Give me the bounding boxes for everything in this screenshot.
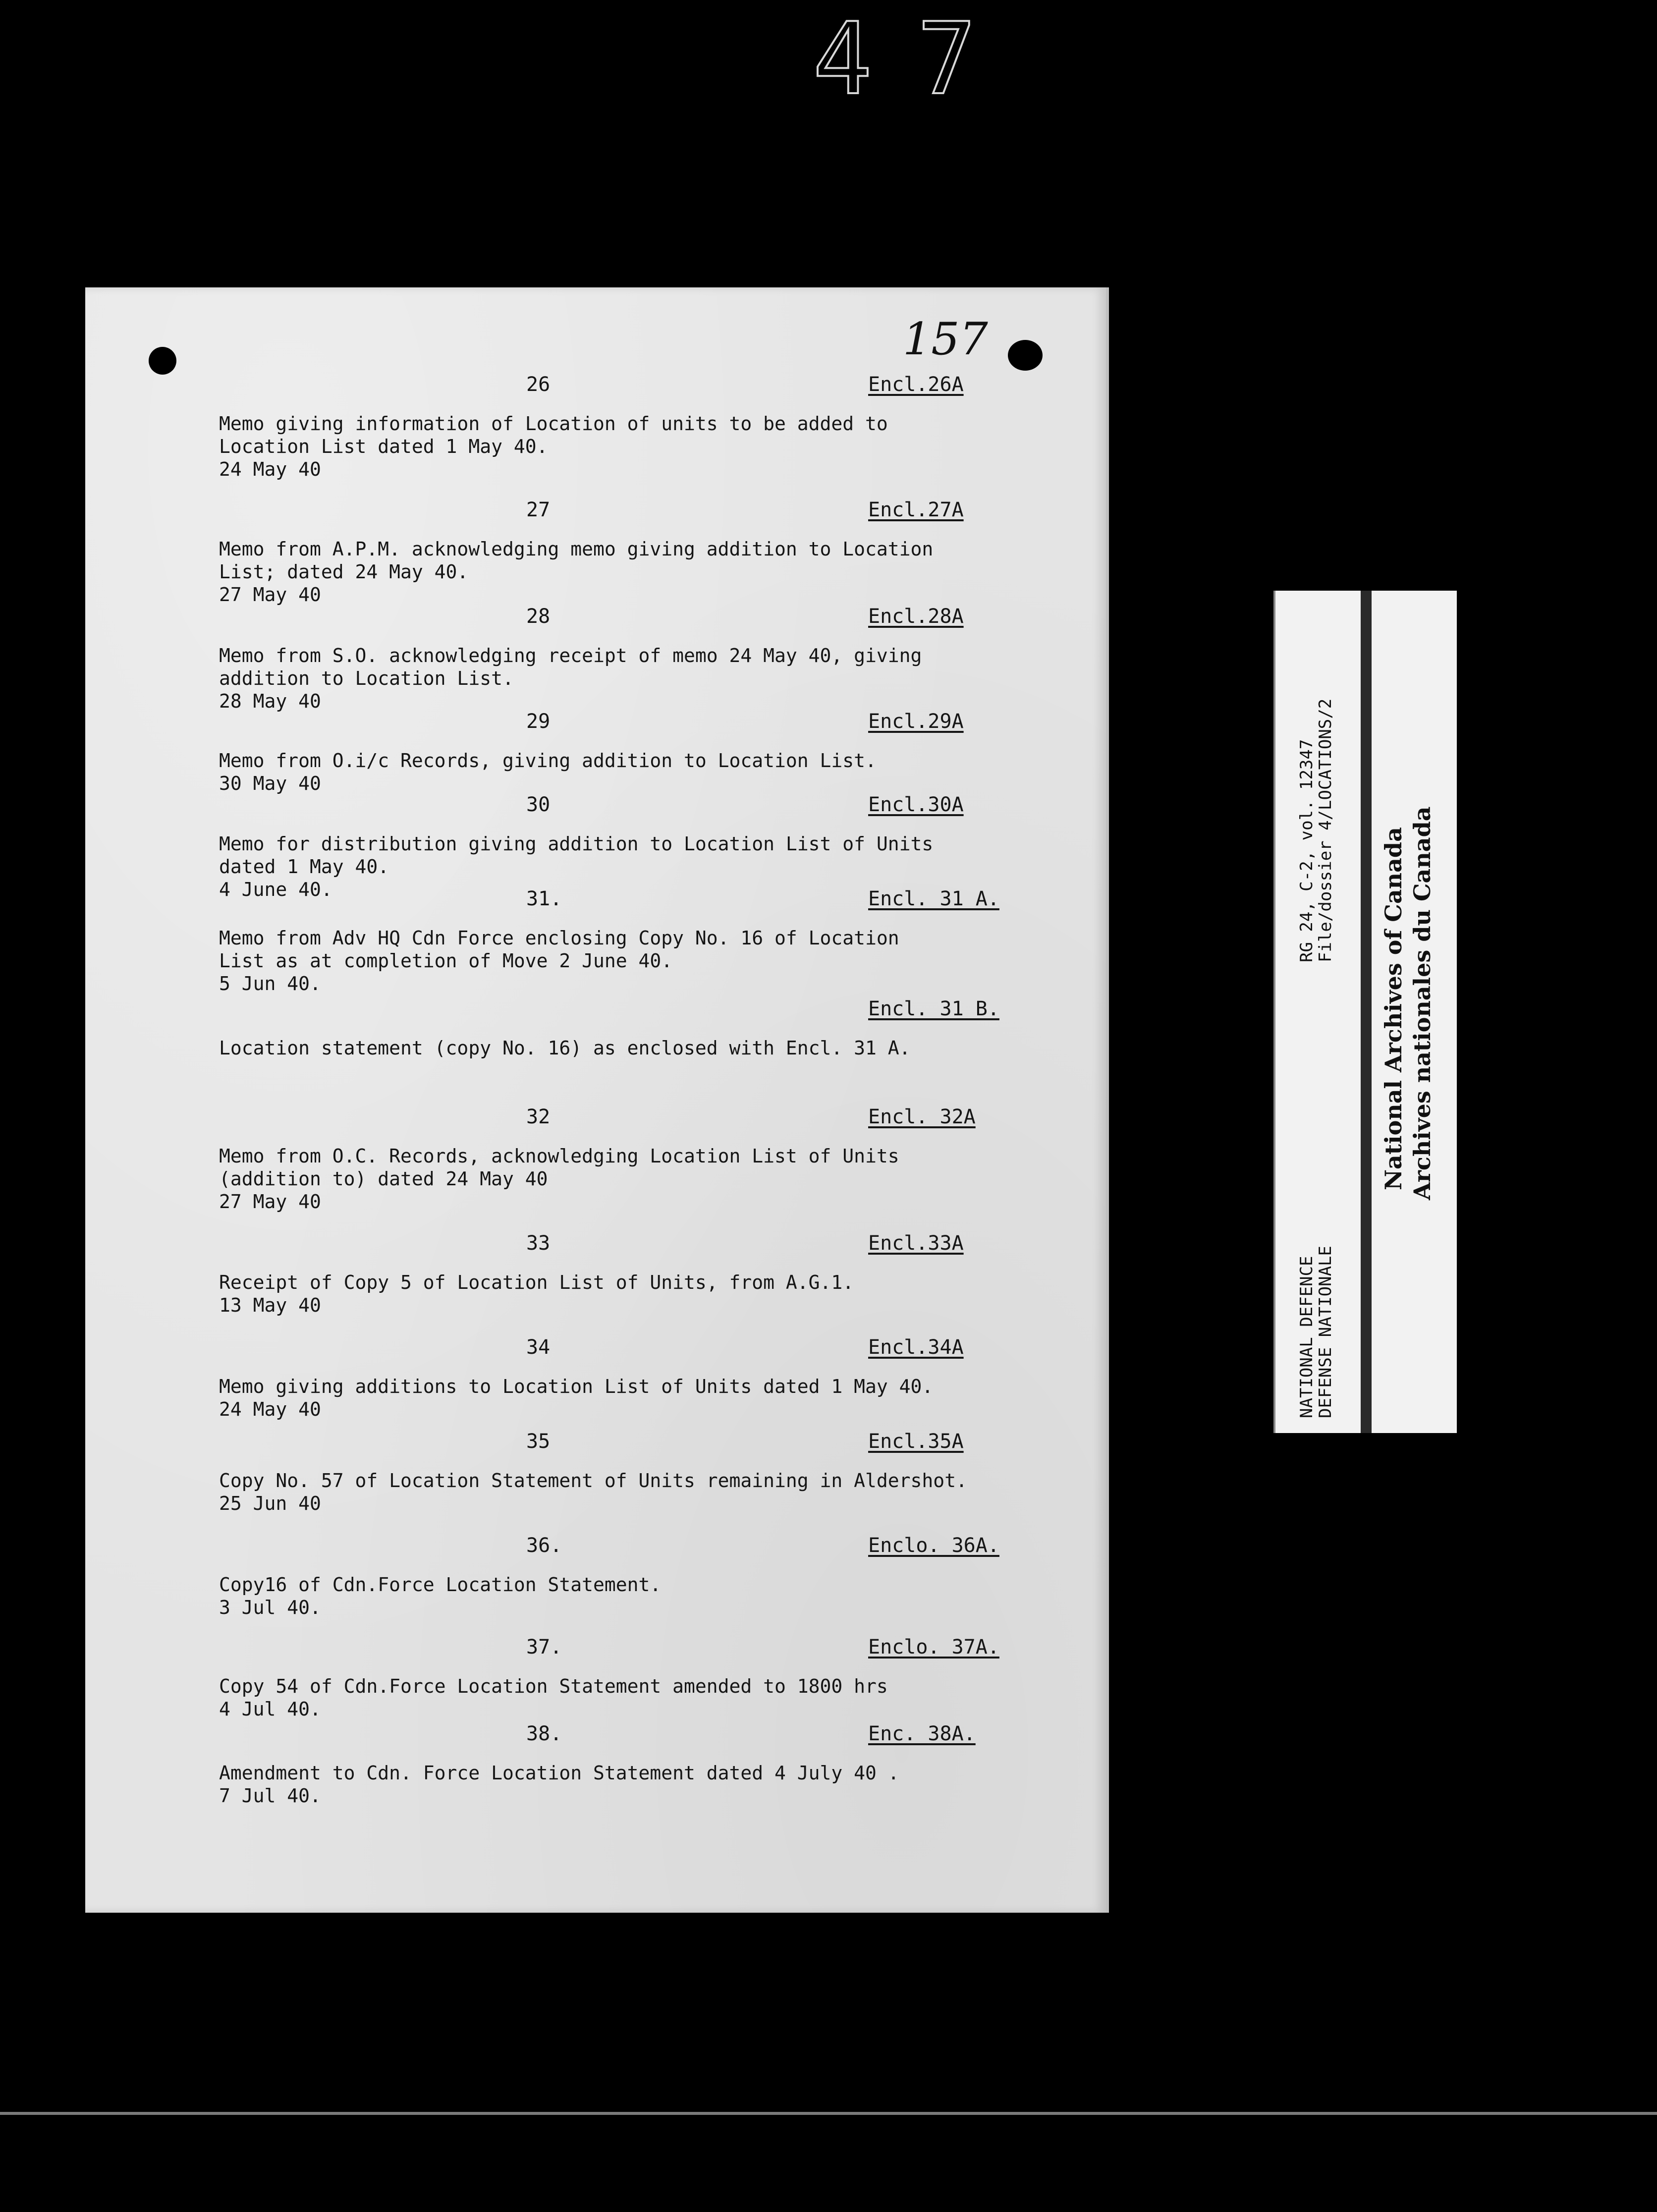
enclosure-entry [85,373,1106,480]
entry-number: 32 [526,1106,551,1128]
entry-number: 34 [526,1336,551,1359]
archives-name-fr: Archives nationales du Canada [1409,806,1436,1200]
entry-number: 28 [526,605,551,628]
handwritten-page-number: 157 [903,313,988,365]
archives-name-en: National Archives of Canada [1380,827,1407,1190]
enclosure-entry [85,997,1106,1096]
enclosure-entry [85,1722,1106,1821]
enclosure-reference: Encl.26A [868,373,964,396]
entry-text: Memo giving information of Location of units to be added to Location List dated 1 May 40. [219,413,888,457]
entry-description [219,1037,1091,1059]
entry-text: Memo from A.P.M. acknowledging memo giving addition to Location List; dated 24 May 40. [219,538,934,583]
entry-date: 27 May 40 [219,584,321,606]
department-line-1: NATIONAL DEFENCE [1297,1256,1317,1418]
entry-text: Memo from S.O. acknowledging receipt of memo 24 May 40, giving addition to Location List. [219,645,922,689]
enclosure-reference: Encl. 31 A. [868,887,999,910]
entry-number: 26 [526,373,551,396]
entry-date: 5 Jun 40. [219,973,321,995]
entry-text: Receipt of Copy 5 of Location List of Units, from A.G.1. [219,1272,854,1293]
enclosure-reference: Encl.33A [868,1232,964,1255]
entry-date: 24 May 40 [219,1398,321,1420]
entry-number: 35 [526,1430,551,1453]
entry-date: 24 May 40 [219,458,321,480]
enclosure-entry [85,1534,1106,1633]
entry-description [219,1469,1091,1515]
enclosure-reference: Encl.35A [868,1430,964,1453]
entry-text: Copy 54 of Cdn.Force Location Statement amended to 1800 hrs [219,1675,888,1697]
label-divider [1361,591,1372,1433]
entry-date: 3 Jul 40. [219,1597,321,1618]
enclosure-reference: Encl.34A [868,1336,964,1359]
enclosure-entry [85,1105,1106,1213]
archive-label [1273,591,1457,1433]
enclosure-reference: Encl.30A [868,793,964,816]
entry-date: 28 May 40 [219,690,321,712]
enclosure-reference: Encl. 32A [868,1106,976,1128]
entry-date: 4 Jul 40. [219,1698,321,1720]
entry-description [219,538,1091,606]
entry-text: Memo from Adv HQ Cdn Force enclosing Copy No. 16 of Location List as at completion of Move 2 June 40. [219,927,899,972]
entry-date: 4 June 40. [219,879,332,900]
enclosure-reference: Encl. 31 B. [868,997,999,1020]
enclosure-entry [85,1430,1106,1529]
enclosure-reference: Enclo. 36A. [868,1534,999,1557]
entry-text: Memo from O.i/c Records, giving addition to Location List. [219,750,877,772]
entry-date: 30 May 40 [219,773,321,794]
entry-text: Memo from O.C. Records, acknowledging Location List of Units (addition to) dated 24 May 40 [219,1145,899,1190]
enclosure-entry [85,1231,1106,1330]
entry-date: 7 Jul 40. [219,1785,321,1807]
entry-text: Amendment to Cdn. Force Location Statement dated 4 July 40 . [219,1762,899,1784]
entry-description [219,1762,1091,1807]
enclosure-reference: Enclo. 37A. [868,1636,999,1659]
enclosure-entry [85,1635,1106,1734]
department-line-2: DEFENSE NATIONALE [1316,1246,1335,1418]
entry-number: 30 [526,793,551,816]
entry-date: 13 May 40 [219,1294,321,1316]
entry-number: 27 [526,498,551,521]
reference-line-2: File/dossier 4/LOCATIONS/2 [1316,698,1335,962]
entry-number: 38. [526,1722,562,1745]
entry-description [219,1145,1091,1213]
enclosure-reference: Encl.29A [868,710,964,733]
entry-number: 33 [526,1232,551,1255]
entry-number: 31. [526,887,562,910]
entry-number: 36. [526,1534,562,1557]
reference-line-1: RG 24, C-2, vol. 12347 [1297,739,1317,962]
viewer-divider [0,2112,1657,2115]
enclosure-entry [85,605,1106,712]
entry-text: Copy No. 57 of Location Statement of Units remaining in Aldershot. [219,1470,967,1492]
entry-number: 37. [526,1636,562,1659]
entry-description [219,644,1091,713]
entry-number: 29 [526,710,551,733]
enclosure-reference: Encl.27A [868,498,964,521]
entry-description [219,1375,1091,1421]
entry-description [219,749,1091,795]
enclosure-reference: Encl.28A [868,605,964,628]
enclosure-entry [85,1335,1106,1435]
entry-date: 27 May 40 [219,1191,321,1213]
entry-description [219,1675,1091,1720]
enclosure-list [85,287,1106,1913]
enclosure-entry [85,887,1106,995]
entry-text: Memo giving additions to Location List of Units dated 1 May 40. [219,1376,934,1397]
enclosure-entry [85,498,1106,606]
frame-number: 47 [813,1,1021,117]
enclosure-reference: Enc. 38A. [868,1722,976,1745]
entry-description [219,927,1091,995]
entry-text: Copy16 of Cdn.Force Location Statement. [219,1574,662,1596]
document-page [85,287,1109,1913]
entry-text: Memo for distribution giving addition to Location List of Units dated 1 May 40. [219,833,934,878]
entry-description [219,1573,1091,1619]
entry-description [219,1271,1091,1317]
entry-description [219,412,1091,481]
entry-text: Location statement (copy No. 16) as enclosed with Encl. 31 A. [219,1037,911,1059]
entry-date: 25 Jun 40 [219,1493,321,1514]
